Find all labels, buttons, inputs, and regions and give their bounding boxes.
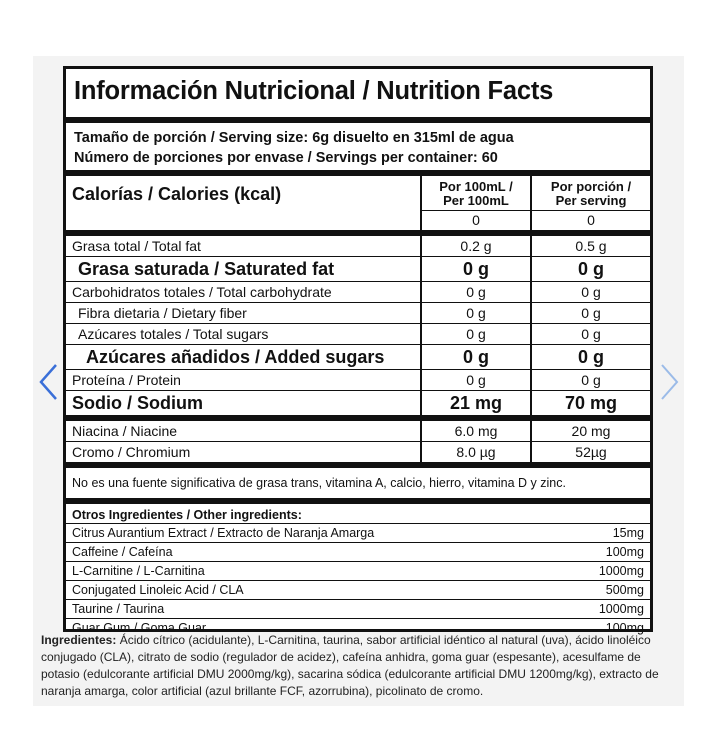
chevron-left-icon: [36, 362, 62, 402]
footnote: No es una fuente significativa de grasa trans, vitamina A, calcio, hierro, vitamina D y zinc.: [72, 476, 566, 490]
nutrient-row: Sodio / Sodium 21 mg 70 mg: [66, 390, 650, 415]
nutrient-row: Carbohidratos totales / Total carbohydrate 0 g 0 g: [66, 281, 650, 302]
other-ingredient-row: Citrus Aurantium Extract / Extracto de Naranja Amarga 15mg: [66, 523, 650, 542]
ingredients-heading: Ingredientes:: [41, 633, 117, 647]
servings-per-container: Número de porciones por envase / Servings per container: 60: [74, 150, 498, 166]
per-100ml-header: Por 100mL / Per 100mL: [439, 179, 513, 208]
nutrient-row: Fibra dietaria / Dietary fiber 0 g 0 g: [66, 302, 650, 323]
vitamin-row: Niacina / Niacine 6.0 mg 20 mg: [66, 421, 650, 441]
calories-row: [66, 176, 650, 230]
serving-info: [66, 123, 650, 170]
other-ingredient-row: Guar Gum / Goma Guar 100mg: [66, 618, 650, 637]
per-100ml-column: [420, 176, 530, 230]
other-ingredient-row: Caffeine / Cafeína 100mg: [66, 542, 650, 561]
per-serving-header: Por porción / Per serving: [550, 179, 632, 208]
ingredients-text: Ácido cítrico (acidulante), L-Carnitina, taurina, sabor artificial idéntico al natural (uva), ácido linoléico conjugado (CLA), citrato de sodio (regulador de acidez), cafeína anhidra, goma guar (espesante), acesulfame de potasio (edulcorante artificial DMU 2000mg/kg), sacarina sódica (edulcorante artificial DMU 1200mg/kg), extracto de naranja amarga, color artificial (azul brillante FCF, azorrubina), picolinato de cromo.: [41, 633, 659, 698]
vitamin-row: Cromo / Chromium 8.0 µg 52µg: [66, 441, 650, 462]
previous-image-button[interactable]: [36, 362, 62, 402]
other-ingredients-title: Otros Ingredientes / Other ingredients:: [72, 508, 302, 522]
nutrition-facts-label: [63, 66, 653, 635]
other-ingredients-table: [66, 523, 650, 637]
label-title: Información Nutricional / Nutrition Facts: [74, 77, 554, 105]
vitamin-table: [66, 421, 650, 462]
nutrient-row: Grasa saturada / Saturated fat 0 g 0 g: [66, 256, 650, 281]
calories-per-serving: 0: [532, 210, 650, 230]
nutrient-row: Grasa total / Total fat 0.2 g 0.5 g: [66, 236, 650, 256]
per-serving-column: [530, 176, 650, 230]
other-ingredient-row: Conjugated Linoleic Acid / CLA 500mg: [66, 580, 650, 599]
calories-label: Calorías / Calories (kcal): [72, 184, 282, 204]
next-image-button[interactable]: [657, 362, 683, 402]
serving-size: Tamaño de porción / Serving size: 6g disuelto en 315ml de agua: [74, 130, 514, 146]
chevron-right-icon: [657, 362, 683, 402]
nutrient-row: Azúcares añadidos / Added sugars 0 g 0 g: [66, 344, 650, 369]
nutrient-table: [66, 236, 650, 415]
ingredients-paragraph: [41, 632, 681, 700]
nutrient-row: Azúcares totales / Total sugars 0 g 0 g: [66, 323, 650, 344]
other-ingredient-row: L-Carnitine / L-Carnitina 1000mg: [66, 561, 650, 580]
other-ingredient-row: Taurine / Taurina 1000mg: [66, 599, 650, 618]
nutrient-row: Proteína / Protein 0 g 0 g: [66, 369, 650, 390]
calories-per-100ml: 0: [422, 210, 530, 230]
